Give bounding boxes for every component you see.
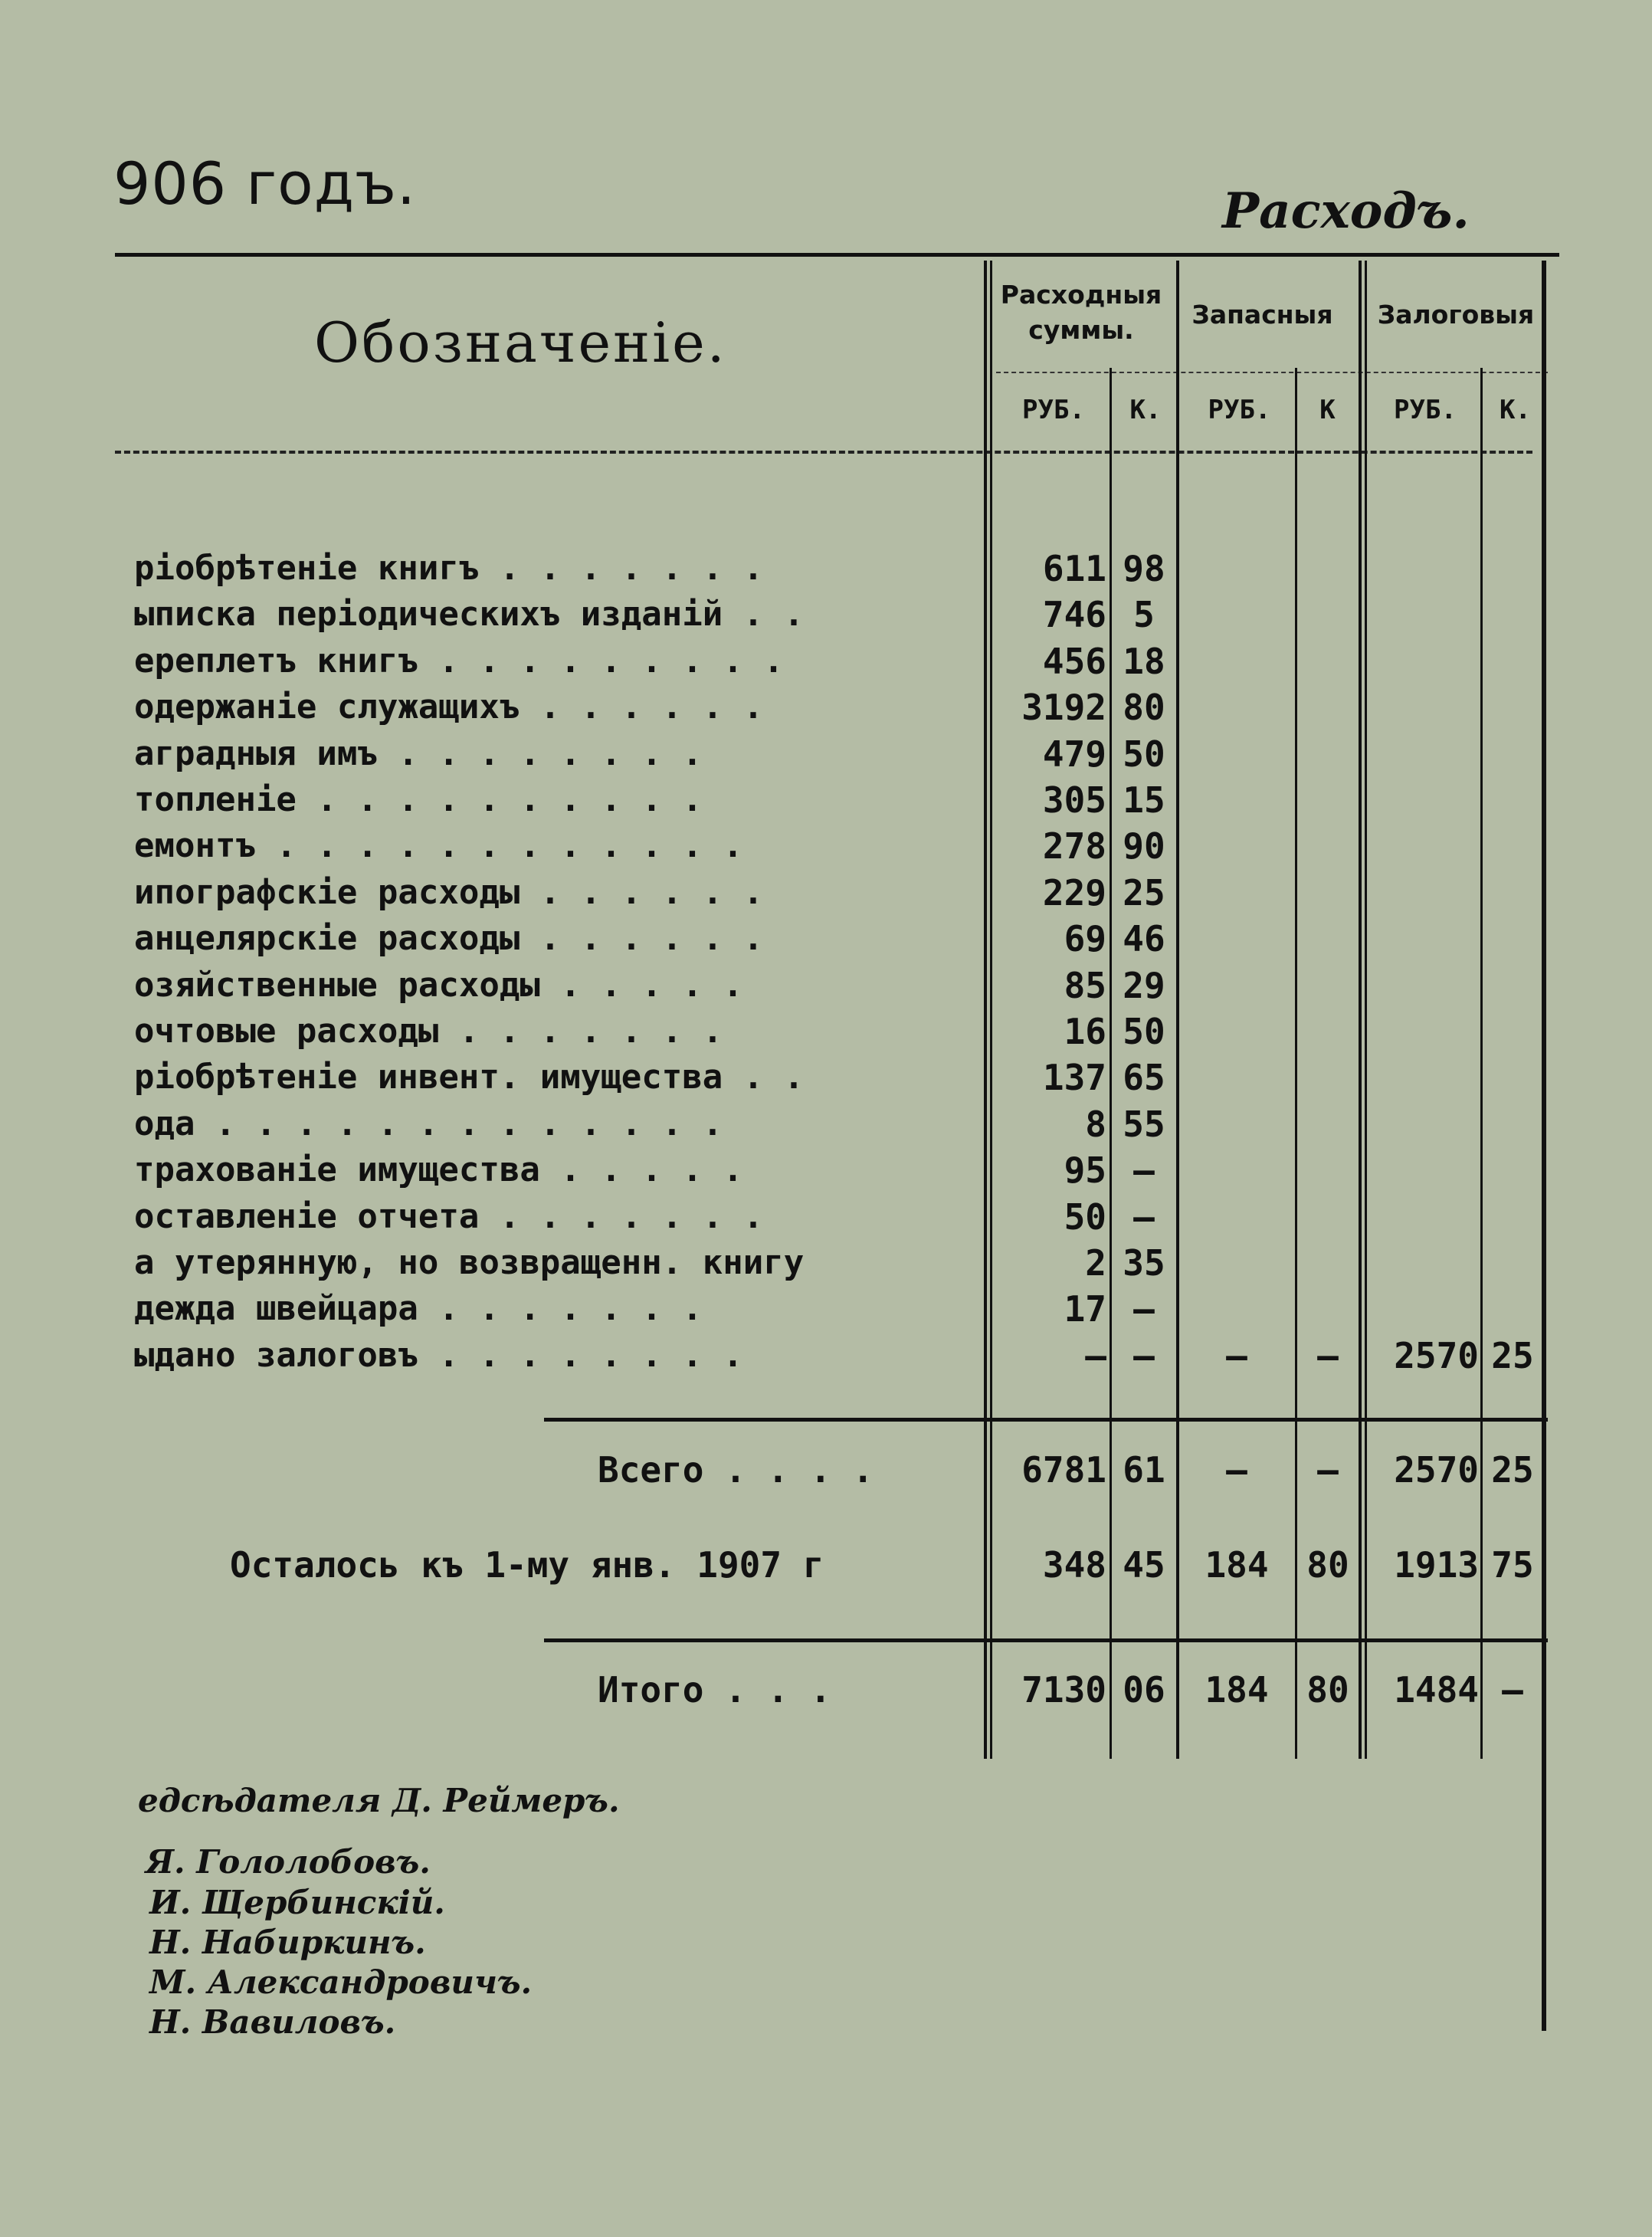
cell-l-kop [1483, 963, 1542, 1009]
cell-r-rub: 229 [1042, 872, 1106, 913]
cell-z-rub [1180, 1286, 1293, 1332]
cell-z-kop [1298, 638, 1358, 684]
cell-l-rub: 2570 [1394, 1335, 1479, 1376]
cell-l-kop [1483, 731, 1542, 777]
cell-r-kop: — [1133, 1150, 1155, 1191]
cell-l-kop [1483, 684, 1542, 730]
row-label: емонтъ . . . . . . . . . . . . [134, 826, 743, 865]
cell-z-rub [1180, 1009, 1293, 1055]
cell-l-rub [1368, 963, 1479, 1009]
cell-r-kop: 50 [1123, 733, 1165, 775]
row-label: ипографскіе расходы . . . . . . [134, 873, 764, 912]
cell-r-kop: 61 [1123, 1449, 1165, 1491]
cell-z-rub [1180, 546, 1293, 592]
row-label: а утерянную, но возвращенн. книгу [134, 1243, 805, 1282]
cell-r-kop: — [1133, 1288, 1155, 1330]
cell-l-kop [1483, 1240, 1542, 1286]
cell-z-kop [1298, 916, 1358, 962]
cell-r-kop: 55 [1123, 1104, 1165, 1145]
col-rule [1359, 261, 1362, 1759]
cell-z-kop [1298, 731, 1358, 777]
cell-z-rub: 184 [1205, 1544, 1269, 1586]
cell-r-rub: 3192 [1021, 687, 1106, 728]
sub-kop-reserve: К [1319, 395, 1336, 425]
row-label: очтовые расходы . . . . . . . [134, 1012, 723, 1051]
cell-l-rub [1368, 1194, 1479, 1240]
cell-r-rub: 17 [1064, 1288, 1106, 1330]
cell-l-rub [1368, 546, 1479, 592]
cell-r-rub: 746 [1042, 594, 1106, 635]
cell-l-rub [1368, 870, 1479, 916]
col-rule [1110, 368, 1112, 1759]
cell-l-kop [1483, 1009, 1542, 1055]
row-label: трахованіе имущества . . . . . [134, 1150, 743, 1189]
cell-r-kop: 98 [1123, 548, 1165, 589]
cell-l-rub: 2570 [1394, 1449, 1479, 1491]
cell-l-kop [1483, 638, 1542, 684]
cell-z-kop [1298, 592, 1358, 638]
cell-l-kop [1483, 1194, 1542, 1240]
cell-l-rub [1368, 823, 1479, 869]
cell-l-kop [1483, 1147, 1542, 1193]
row-label: анцелярскіе расходы . . . . . . [134, 919, 764, 958]
subheader-rule [996, 372, 1548, 373]
cell-r-rub: — [1085, 1335, 1106, 1376]
cell-l-kop [1483, 1101, 1542, 1147]
sub-rub-expense: РУБ. [1022, 395, 1085, 425]
cell-r-rub: 611 [1042, 548, 1106, 589]
cell-l-rub: 1913 [1394, 1544, 1479, 1586]
cell-z-kop [1298, 777, 1358, 823]
cell-z-rub [1180, 1055, 1293, 1100]
cell-z-kop [1298, 1009, 1358, 1055]
cell-z-rub [1180, 963, 1293, 1009]
cell-l-kop [1483, 592, 1542, 638]
col-rule [1295, 368, 1297, 1759]
col-rule [990, 261, 992, 1759]
cell-z-kop [1298, 546, 1358, 592]
cell-r-rub: 69 [1064, 918, 1106, 959]
cell-z-kop [1298, 1286, 1358, 1332]
col-rule [984, 261, 987, 1759]
cell-r-kop: 25 [1123, 872, 1165, 913]
cell-l-kop [1483, 823, 1542, 869]
member-signature: Н. Набиркинъ. [149, 1924, 426, 1961]
row-label: ыписка періодическихъ изданій . . [134, 595, 805, 634]
row-label: ріобрѣтеніе инвент. имущества . . [134, 1058, 805, 1097]
cell-z-kop [1298, 823, 1358, 869]
total-label: Всего . . . . [598, 1449, 874, 1491]
cell-z-rub [1180, 916, 1293, 962]
row-label: аградныя имъ . . . . . . . . [134, 734, 703, 773]
cell-r-rub: 137 [1042, 1057, 1106, 1098]
cell-l-kop [1483, 1055, 1542, 1100]
page-year-heading: 906 годъ. [113, 149, 417, 218]
cell-r-kop: 50 [1123, 1011, 1165, 1052]
cell-z-rub [1180, 1240, 1293, 1286]
cell-z-rub [1180, 870, 1293, 916]
cell-r-rub: 278 [1042, 825, 1106, 867]
cell-l-rub [1368, 684, 1479, 730]
cell-l-kop: — [1502, 1669, 1523, 1711]
cell-z-kop [1298, 1101, 1358, 1147]
row-label: ереплетъ книгъ . . . . . . . . . [134, 641, 784, 681]
sub-kop-expense: К. [1129, 395, 1162, 425]
cell-l-rub [1368, 1286, 1479, 1332]
cell-z-rub [1180, 638, 1293, 684]
cell-l-kop [1483, 1286, 1542, 1332]
col-rule [1365, 261, 1367, 1759]
cell-r-kop: 06 [1123, 1669, 1165, 1711]
col-rule [1480, 368, 1483, 1759]
row-label: озяйственные расходы . . . . . [134, 966, 743, 1005]
cell-r-rub: 95 [1064, 1150, 1106, 1191]
cell-l-kop [1483, 870, 1542, 916]
cell-l-rub [1368, 777, 1479, 823]
cell-r-rub: 456 [1042, 641, 1106, 682]
description-column-header: Обозначеніе. [314, 310, 727, 375]
cell-z-kop [1298, 870, 1358, 916]
cell-l-rub [1368, 1147, 1479, 1193]
row-label: ода . . . . . . . . . . . . . [134, 1104, 723, 1143]
cell-z-rub [1180, 1194, 1293, 1240]
cell-l-kop: 25 [1491, 1449, 1534, 1491]
cell-l-rub [1368, 1055, 1479, 1100]
cell-z-rub: — [1226, 1335, 1247, 1376]
cell-r-kop: — [1133, 1335, 1155, 1376]
cell-l-rub [1368, 731, 1479, 777]
cell-r-kop: 80 [1123, 687, 1165, 728]
cell-z-kop [1298, 684, 1358, 730]
cell-z-rub: 184 [1205, 1669, 1269, 1711]
cell-l-rub [1368, 638, 1479, 684]
cell-r-kop: — [1133, 1196, 1155, 1238]
cell-z-rub [1180, 592, 1293, 638]
row-label: ыдано залоговъ . . . . . . . . [134, 1336, 743, 1375]
total-label: Осталось къ 1-му янв. 1907 г [230, 1544, 824, 1586]
cell-l-kop [1483, 777, 1542, 823]
cell-r-rub: 16 [1064, 1011, 1106, 1052]
member-signature: И. Щербинскій. [149, 1884, 445, 1921]
section-title: Расходъ. [1222, 182, 1470, 240]
cell-r-rub: 7130 [1021, 1669, 1106, 1711]
cell-z-rub [1180, 1147, 1293, 1193]
cell-r-kop: 29 [1123, 965, 1165, 1006]
cell-z-kop: – [1317, 1449, 1339, 1491]
cell-l-rub [1368, 592, 1479, 638]
total-label: Итого . . . [598, 1669, 831, 1711]
cell-z-kop [1298, 1194, 1358, 1240]
cell-z-rub [1180, 777, 1293, 823]
total-rule [544, 1418, 1548, 1422]
cell-r-rub: 8 [1085, 1104, 1106, 1145]
cell-z-rub [1180, 1101, 1293, 1147]
chairman-signature: едсѣдателя Д. Реймеръ. [138, 1782, 620, 1819]
col-rule-right [1542, 261, 1546, 2031]
reserve-header: Запасныя [1191, 300, 1333, 330]
row-label: оставленіе отчета . . . . . . . [134, 1197, 764, 1236]
sub-kop-deposit: К. [1500, 395, 1531, 425]
cell-l-rub [1368, 1101, 1479, 1147]
member-signature: Я. Гололобовъ. [146, 1843, 431, 1881]
cell-l-kop: 75 [1491, 1544, 1534, 1586]
cell-r-kop: 65 [1123, 1057, 1165, 1098]
cell-r-kop: 35 [1123, 1242, 1165, 1284]
row-label: топленіе . . . . . . . . . . [134, 780, 703, 819]
member-signature: М. Александровичъ. [149, 1963, 533, 2001]
cell-z-kop: — [1317, 1335, 1339, 1376]
cell-l-kop [1483, 916, 1542, 962]
cell-z-kop [1298, 963, 1358, 1009]
header-rule [115, 451, 1532, 454]
cell-r-rub: 85 [1064, 965, 1106, 1006]
cell-l-rub [1368, 1240, 1479, 1286]
cell-z-kop [1298, 1055, 1358, 1100]
sub-rub-reserve: РУБ. [1208, 395, 1271, 425]
cell-r-kop: 90 [1123, 825, 1165, 867]
cell-r-kop: 45 [1123, 1544, 1165, 1586]
cell-r-kop: 5 [1133, 594, 1155, 635]
cell-z-rub [1180, 823, 1293, 869]
cell-z-kop [1298, 1147, 1358, 1193]
cell-z-rub [1180, 684, 1293, 730]
cell-l-rub [1368, 916, 1479, 962]
cell-r-rub: 2 [1085, 1242, 1106, 1284]
top-rule [115, 253, 1559, 257]
cell-r-rub: 479 [1042, 733, 1106, 775]
deposit-header: Залоговыя [1377, 300, 1535, 330]
col-rule [1176, 261, 1179, 1759]
cell-z-kop: 80 [1306, 1669, 1349, 1711]
expense-sums-header: Расходныя суммы. [1000, 280, 1162, 345]
cell-r-kop: 15 [1123, 779, 1165, 821]
cell-r-rub: 348 [1042, 1544, 1106, 1586]
member-signature: Н. Вавиловъ. [149, 2003, 396, 2041]
cell-l-rub: 1484 [1394, 1669, 1479, 1711]
cell-l-kop: 25 [1491, 1335, 1534, 1376]
cell-z-kop [1298, 1240, 1358, 1286]
cell-l-kop [1483, 546, 1542, 592]
row-label: дежда швейцара . . . . . . . [134, 1289, 703, 1328]
cell-r-rub: 305 [1042, 779, 1106, 821]
cell-l-rub [1368, 1009, 1479, 1055]
cell-r-kop: 46 [1123, 918, 1165, 959]
cell-z-rub: — [1226, 1449, 1247, 1491]
cell-z-kop: 80 [1306, 1544, 1349, 1586]
row-label: одержаніе служащихъ . . . . . . [134, 687, 764, 727]
cell-r-rub: 6781 [1021, 1449, 1106, 1491]
sub-rub-deposit: РУБ. [1394, 395, 1457, 425]
grand-total-rule [544, 1638, 1548, 1642]
cell-r-kop: 18 [1123, 641, 1165, 682]
cell-r-rub: 50 [1064, 1196, 1106, 1238]
cell-z-rub [1180, 731, 1293, 777]
row-label: ріобрѣтеніе книгъ . . . . . . . [134, 549, 764, 588]
